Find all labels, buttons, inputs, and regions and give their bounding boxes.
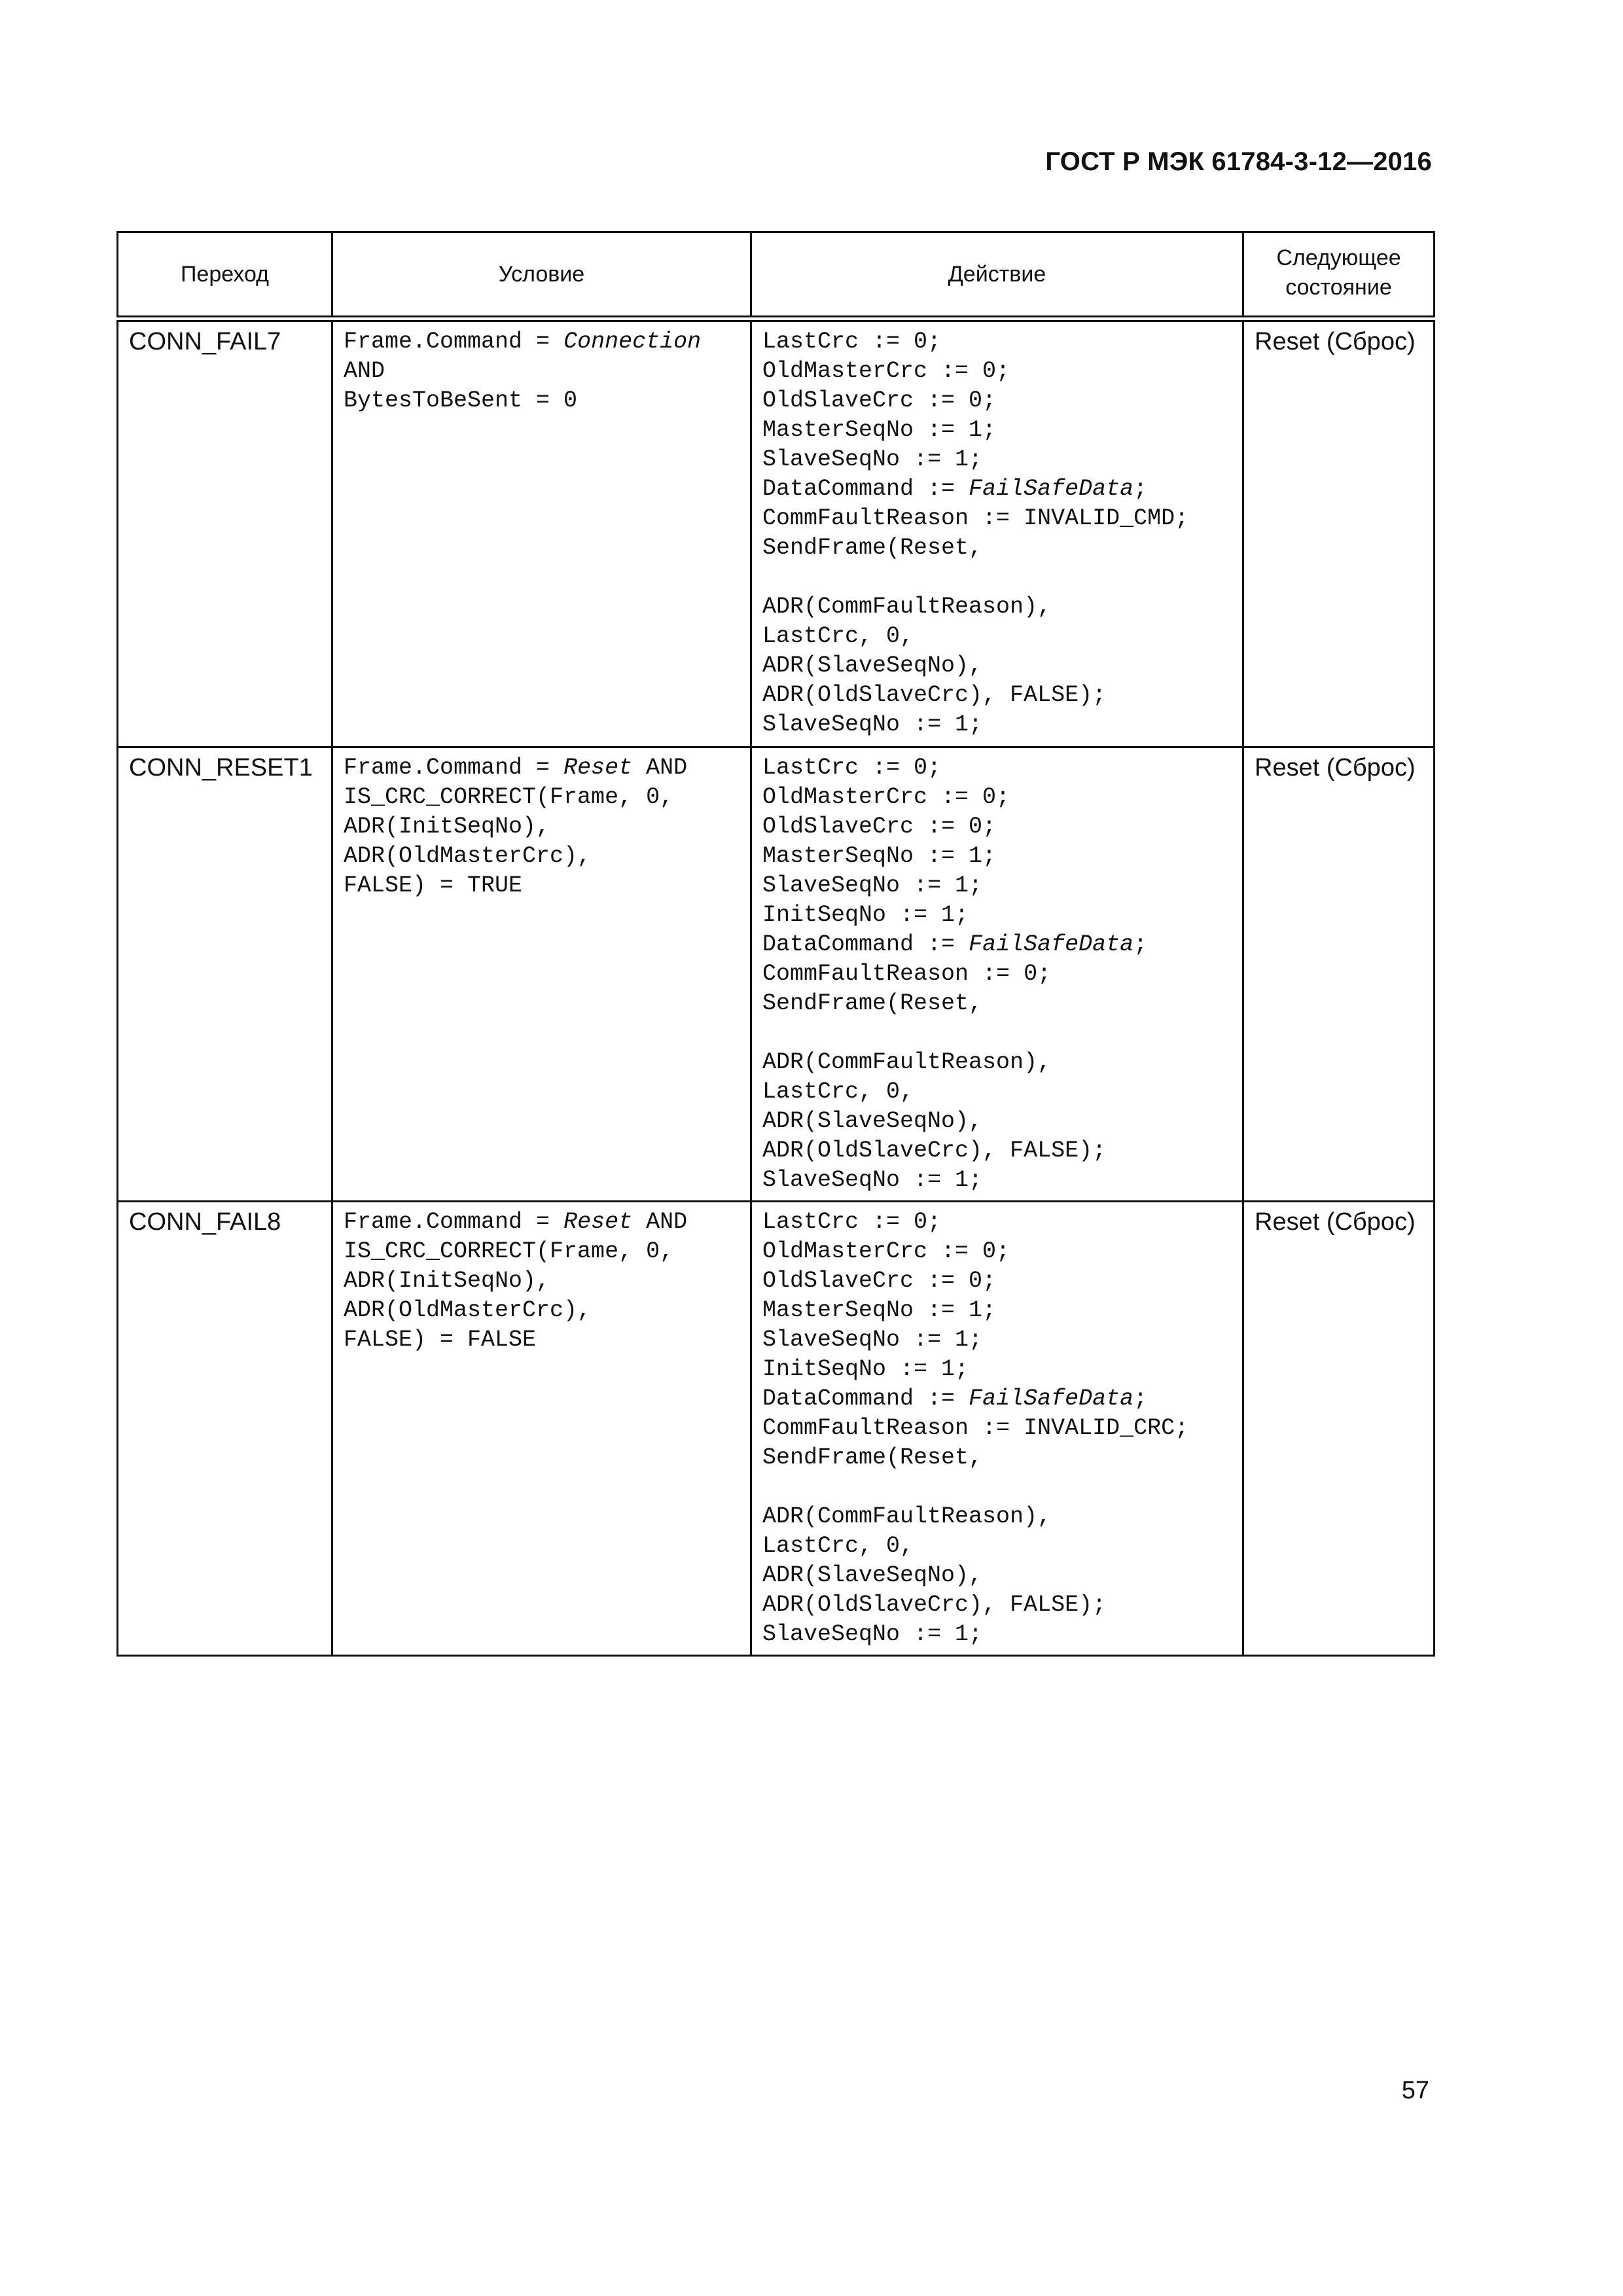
code-line: SendFrame(Reset,	[762, 990, 983, 1016]
code-line: MasterSeqNo := 1;	[762, 417, 997, 443]
code-line: FALSE) = FALSE	[344, 1327, 537, 1353]
code-line: LastCrc := 0;	[762, 755, 942, 781]
code-line: ADR(OldMasterCrc),	[344, 843, 592, 869]
condition-cell	[332, 319, 751, 747]
code-line: ADR(SlaveSeqNo),	[762, 653, 983, 679]
code-line: ADR(InitSeqNo),	[344, 1268, 550, 1294]
action-cell	[751, 747, 1243, 1202]
code-line: SlaveSeqNo := 1;	[762, 711, 983, 738]
code-line: SlaveSeqNo := 1;	[762, 446, 983, 473]
code-line: OldMasterCrc := 0;	[762, 784, 1010, 810]
code-line: ADR(SlaveSeqNo),	[762, 1562, 983, 1588]
header-next-state	[1243, 232, 1435, 319]
action-cell	[751, 319, 1243, 747]
code-line: OldSlaveCrc := 0;	[762, 814, 997, 840]
code-line: DataCommand := FailSafeData;	[762, 1386, 1148, 1412]
code-line: CommFaultReason := INVALID_CMD;	[762, 505, 1189, 531]
code-line: ADR(SlaveSeqNo),	[762, 1108, 983, 1134]
next-state-cell: Reset (Сброс)	[1243, 747, 1435, 1202]
code-line: DataCommand := FailSafeData;	[762, 476, 1148, 502]
code-line: SendFrame(Reset,	[762, 1444, 983, 1471]
code-line: ADR(CommFaultReason),	[762, 1503, 1052, 1530]
code-line: LastCrc := 0;	[762, 1209, 942, 1235]
code-line: CommFaultReason := 0;	[762, 961, 1052, 987]
code-line: InitSeqNo := 1;	[762, 1356, 969, 1382]
condition-cell	[332, 1202, 751, 1656]
code-line: OldMasterCrc := 0;	[762, 1238, 1010, 1265]
code-line: SlaveSeqNo := 1;	[762, 1327, 983, 1353]
code-line: ADR(OldSlaveCrc), FALSE);	[762, 682, 1107, 708]
code-line: OldMasterCrc := 0;	[762, 358, 1010, 384]
code-line: LastCrc, 0,	[762, 1533, 914, 1559]
next-state-cell: Reset (Сброс)	[1243, 1202, 1435, 1656]
code-line: SendFrame(Reset,	[762, 535, 983, 561]
code-line: IS_CRC_CORRECT(Frame, 0,	[344, 784, 674, 810]
code-line: SlaveSeqNo := 1;	[762, 872, 983, 899]
code-line: SlaveSeqNo := 1;	[762, 1621, 983, 1647]
code-line: ADR(InitSeqNo),	[344, 814, 550, 840]
code-line: MasterSeqNo := 1;	[762, 1297, 997, 1323]
code-line: AND	[344, 358, 385, 384]
code-line: OldSlaveCrc := 0;	[762, 1268, 997, 1294]
table-row	[118, 1202, 1435, 1656]
code-gap	[762, 1018, 1232, 1048]
code-line: ADR(OldSlaveCrc), FALSE);	[762, 1138, 1107, 1164]
code-line: LastCrc, 0,	[762, 623, 914, 649]
code-line: MasterSeqNo := 1;	[762, 843, 997, 869]
transition-cell: CONN_RESET1	[118, 747, 332, 1202]
header-action: Действие	[751, 232, 1243, 319]
header-next-state-line2: состояние	[1285, 275, 1392, 300]
header-condition: Условие	[332, 232, 751, 319]
code-line: InitSeqNo := 1;	[762, 902, 969, 928]
header-next-state-line1: Следующее	[1276, 245, 1401, 270]
transition-cell: CONN_FAIL7	[118, 319, 332, 747]
page-number: 57	[1401, 2077, 1429, 2104]
code-line: ADR(CommFaultReason),	[762, 1049, 1052, 1075]
code-line: ADR(CommFaultReason),	[762, 594, 1052, 620]
code-line: LastCrc, 0,	[762, 1079, 914, 1105]
code-gap	[762, 1473, 1232, 1502]
code-line: OldSlaveCrc := 0;	[762, 387, 997, 414]
code-line: Frame.Command = Reset AND	[344, 755, 688, 781]
code-line: FALSE) = TRUE	[344, 872, 523, 899]
code-line: CommFaultReason := INVALID_CRC;	[762, 1415, 1189, 1441]
header-transition: Переход	[118, 232, 332, 319]
table-row	[118, 319, 1435, 747]
code-line: LastCrc := 0;	[762, 329, 942, 355]
code-line: ADR(OldSlaveCrc), FALSE);	[762, 1592, 1107, 1618]
code-line: Frame.Command = Connection	[344, 329, 702, 355]
code-line: Frame.Command = Reset AND	[344, 1209, 688, 1235]
code-line: DataCommand := FailSafeData;	[762, 931, 1148, 958]
transition-cell: CONN_FAIL8	[118, 1202, 332, 1656]
condition-cell	[332, 747, 751, 1202]
code-line: ADR(OldMasterCrc),	[344, 1297, 592, 1323]
action-cell	[751, 1202, 1243, 1656]
document-code: ГОСТ Р МЭК 61784-3-12—2016	[1045, 147, 1432, 176]
code-line: IS_CRC_CORRECT(Frame, 0,	[344, 1238, 674, 1265]
code-line: SlaveSeqNo := 1;	[762, 1167, 983, 1193]
table-row	[118, 747, 1435, 1202]
code-line: BytesToBeSent = 0	[344, 387, 578, 414]
table-header-row	[118, 232, 1435, 319]
state-transition-table	[116, 231, 1435, 1657]
next-state-cell: Reset (Сброс)	[1243, 319, 1435, 747]
code-gap	[762, 563, 1232, 592]
